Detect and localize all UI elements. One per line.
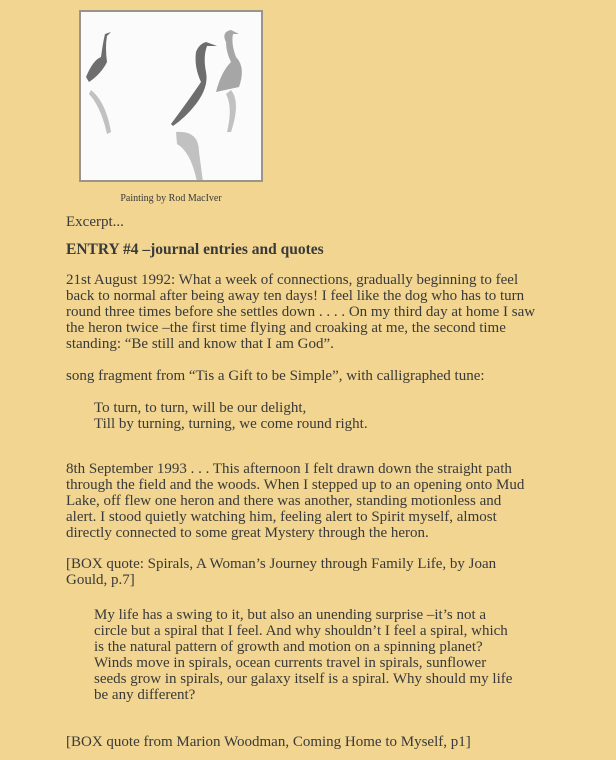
quote-line: seeds grow in spirals, our galaxy itself is a spiral. Why should my life [94,671,513,687]
text-line: Lake, off flew one heron and there was another, standing motionless and [66,493,502,509]
text-line: through the field and the woods. When I stepped up to an opening onto Mud [66,477,525,493]
quote-line: be any different? [94,687,196,703]
text-line: standing: “Be still and know that I am God”. [66,336,334,352]
text-line: 21st August 1992: What a week of connections, gradually beginning to feel [66,272,519,288]
box-quote-ref-2: [BOX quote from Marion Woodman, Coming Home to Myself, p1] [66,734,471,750]
quote-line: is the natural pattern of growth and motion on a spinning planet? [94,639,483,655]
text-line: back to normal after being away ten days! I feel like the dog who has to turn [66,288,525,304]
song-line: To turn, to turn, will be our delight, [94,400,307,416]
quote-line: My life has a swing to it, but also an unending surprise –it’s not a [94,607,487,623]
box-quote-ref: Gould, p.7] [66,572,135,588]
page-heading: ENTRY #4 –journal entries and quotes [66,241,324,258]
quote-line: circle but a spiral that I feel. And why shouldn’t I feel a spiral, which [94,623,508,639]
text-line: alert. I stood quietly watching him, feeling alert to Spirit myself, almost [66,509,497,525]
quote-line: Winds move in spirals, ocean currents travel in spirals, sunflower [94,655,487,671]
text-line: round three times before she settles down . . . . On my third day at home I saw [66,304,536,320]
text-line: the heron twice –the first time flying and croaking at me, the second time [66,320,506,336]
text-line: 8th September 1993 . . . This afternoon I felt drawn down the straight path [66,461,512,477]
box-quote-ref: [BOX quote: Spirals, A Woman’s Journey through Family Life, by Joan [66,556,497,572]
song-line: Till by turning, turning, we come round right. [94,416,368,432]
heron-painting [79,10,263,182]
song-intro: song fragment from “Tis a Gift to be Simple”, with calligraphed tune: [66,368,485,384]
text-line: directly connected to some great Mystery through the heron. [66,525,429,541]
excerpt-label: Excerpt... [66,214,124,230]
figure-caption: Painting by Rod MacIver [120,193,222,204]
